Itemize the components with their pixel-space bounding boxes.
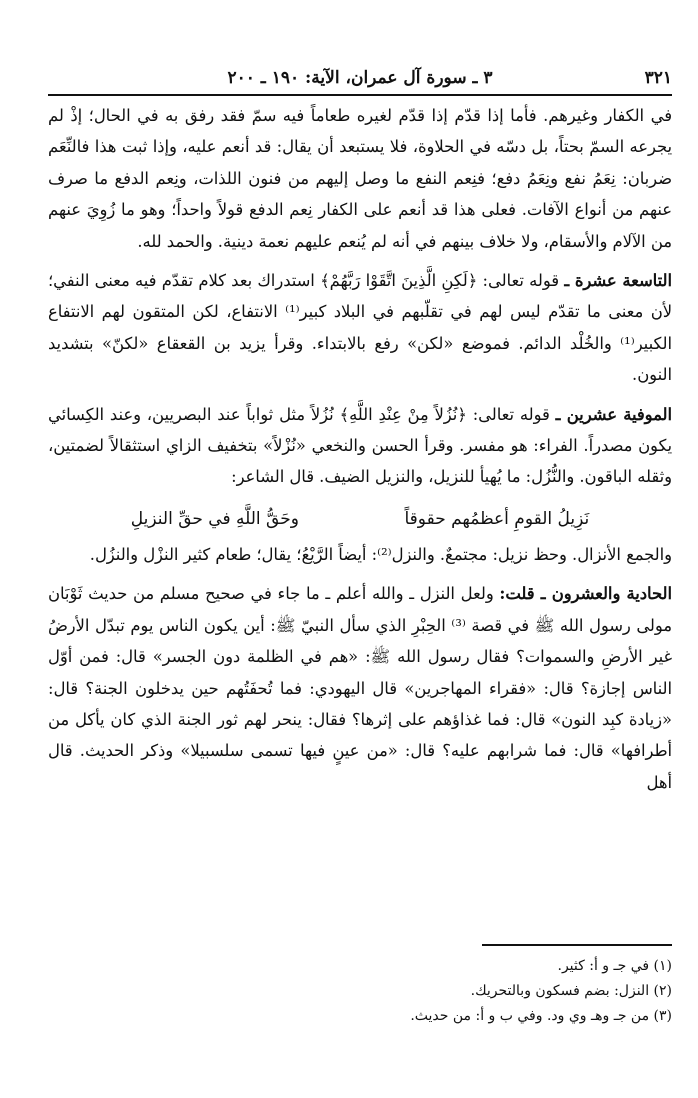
footnote-2: (٢) النزل: بضم فسكون وبالتحريك. <box>470 983 672 999</box>
footnotes <box>48 944 672 1029</box>
paragraph-text: قوله تعالى: ﴿نُزُلاً مِنْ عِنْدِ اللَّهِ﴾ نُزُلاً مثل ثواباً عند البصريين، وعند الكِسائي يكون مصدراً. الفراء: هو مفسر. وقرأ الحسن والنخعي «نُزْلاً» بتخفيف الزاي استثقالاً لضمتين، وثقله الباقون. والنُّزُل: ما يُهيأ للنزيل، والنزيل الضيف. قال الشاعر: <box>48 404 672 487</box>
paragraph-text: والجمع الأنزال. وحظ نزيل: مجتمعٌ. والنزل⁽²⁾: أيضاً الرَّيْعُ؛ يقال؛ طعام كثير النزْل والنزُل. <box>89 544 672 564</box>
section-lead: التاسعة عشرة ـ <box>564 271 672 291</box>
running-title: ٣ ـ سورة آل عمران، الآية: ١٩٠ ـ ٢٠٠ <box>227 68 493 88</box>
section-lead: الموفية عشرين ـ <box>555 404 672 424</box>
paragraph-20 <box>48 399 672 493</box>
paragraph-text: في الكفار وغيرهم. فأما إذا قدّم إذا قدّم لغيره طعاماً فيه سمّ فقد رفق به في الحال؛ إذْ لم يجرعه السمّ بحتاً، بل دسّه في الحلاوة، فلا يستبعد أن يقال: قد أنعم عليه، وإذا ثبت هذا فالنِّعَم ضربان: نِعَمُ نفع ونِعَمُ دفع؛ فنِعم النفع ما وصل إليهم من فنون اللذات، ونِعم الدفع ما صرف عنهم من أنواع الآفات. فعلى هذا قد أنعم على الكفار نِعم الدفع قولاً واحداً؛ وهو ما زُوِيَ عنهم من الآلام والأسقام، ولا خلاف بينهم في أنه لم يُنعم عليهم نعمة دينية. والحمد لله. <box>48 106 672 251</box>
poetry-verse <box>78 501 642 537</box>
paragraph-1 <box>48 100 672 257</box>
paragraph-text: ولعل النزل ـ والله أعلم ـ ما جاء في صحيح مسلم من حديث ثَوْبَان مولى رسول الله ﷺ في قصة ⁽³⁾ الحِبْرِ الذي سأل النبيّ ﷺ: أين يكون الناس يوم تبدّل الأرضُ غير الأرضِ والسموات؟ فقال رسول الله ﷺ: «هم في الظلمة دون الجسر» قال: فمن أوّل الناس إجازة؟ قال: «فقراء المهاجرين» قال اليهودي: فما تُحفَتُهم حين يدخلون الجنة؟ قال: «زيادة كبِد النون» قال: فما غذاؤهم على إثرها؟ فقال: ينحر لهم ثور الجنة الذي كان يأكل من أطرافها» قال: فما شرابهم عليه؟ قال: «من عينٍ فيها تسمى سلسبيلا» وذكر الحديث. قال أهل <box>48 584 672 792</box>
paragraph-19 <box>48 265 672 391</box>
paragraph-after-verse <box>48 539 672 570</box>
verse-first-half: نَزِيلُ القومِ أعظمُهم حقوقاً <box>404 508 590 529</box>
page-number: ٣٢١ <box>644 68 672 88</box>
paragraph-21 <box>48 578 672 798</box>
verse-second-half: وحَقُّ اللَّهِ في حقِّ النزيلِ <box>130 508 299 529</box>
page-body <box>48 100 672 798</box>
section-lead: الحادية والعشرون ـ قلت: <box>499 584 673 604</box>
page-header <box>48 62 672 96</box>
book-page <box>48 62 672 806</box>
footnote-1: (١) في جـ و أ: كثير. <box>557 958 672 974</box>
footnote-divider <box>482 944 672 946</box>
footnote-3: (٣) من جـ وهـ وي ود. وفي ب و أ: من حديث. <box>410 1008 672 1024</box>
paragraph-text: قوله تعالى: ﴿لَكِنِ الَّذِينَ اتَّقَوْا رَبَّهُمْ﴾ استدراك بعد كلام تقدّم فيه معنى النفي؛ لأن معنى ما تقدّم ليس لهم في تقلّبهم في البلاد كبير⁽¹⁾ الانتفاع، لكن المتقون لهم الانتفاع الكبير⁽¹⁾ والخُلْد الدائم. فموضع «لكن» رفع بالابتداء. وقرأ يزيد بن القعقاع «لكنّ» بتشديد النون. <box>48 271 672 385</box>
